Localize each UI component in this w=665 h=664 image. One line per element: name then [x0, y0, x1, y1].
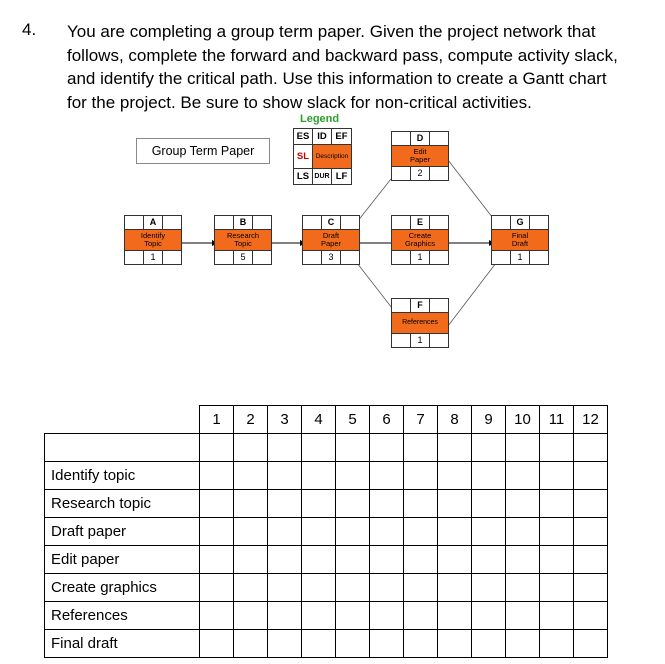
gantt-cell[interactable] — [370, 546, 404, 574]
legend-lf: LF — [332, 169, 352, 185]
gantt-cell[interactable] — [404, 602, 438, 630]
question-line: follows, complete the forward and backward pass, compute activity slack, — [67, 45, 618, 65]
legend-sl: SL — [294, 145, 313, 169]
gantt-cell[interactable] — [370, 462, 404, 490]
activity-duration: 1 — [144, 251, 163, 265]
gantt-cell[interactable] — [506, 602, 540, 630]
gantt-cell[interactable] — [574, 462, 608, 490]
gantt-cell[interactable] — [336, 630, 370, 658]
gantt-cell[interactable] — [302, 462, 336, 490]
activity-description: Research Topic — [215, 230, 272, 251]
gantt-cell[interactable] — [200, 518, 234, 546]
activity-id: B — [234, 216, 253, 230]
gantt-task-row — [45, 574, 608, 602]
activity-id: C — [322, 216, 341, 230]
gantt-cell[interactable] — [540, 462, 574, 490]
legend-id: ID — [313, 129, 332, 145]
gantt-header-row — [45, 406, 608, 434]
gantt-cell[interactable] — [404, 630, 438, 658]
gantt-spacer-row — [45, 434, 608, 462]
gantt-cell[interactable] — [404, 490, 438, 518]
task-name: Final draft — [45, 630, 200, 658]
task-name: Identify topic — [45, 462, 200, 490]
activity-node-e — [391, 215, 449, 265]
edge-f-g — [448, 263, 496, 326]
task-name: Draft paper — [45, 518, 200, 546]
legend-es: ES — [294, 129, 313, 145]
gantt-cell[interactable] — [506, 518, 540, 546]
day-header: 1 — [200, 406, 234, 434]
gantt-task-row — [45, 490, 608, 518]
gantt-cell[interactable] — [574, 574, 608, 602]
gantt-task-row — [45, 546, 608, 574]
activity-node-d — [391, 131, 449, 181]
gantt-cell[interactable] — [540, 630, 574, 658]
gantt-cell[interactable] — [200, 546, 234, 574]
gantt-cell[interactable] — [268, 602, 302, 630]
activity-node-c — [302, 215, 360, 265]
legend-description: Description — [313, 145, 352, 169]
gantt-cell[interactable] — [540, 602, 574, 630]
gantt-cell[interactable] — [268, 462, 302, 490]
gantt-cell[interactable] — [370, 574, 404, 602]
gantt-task-row — [45, 630, 608, 658]
day-header: 3 — [268, 406, 302, 434]
gantt-cell[interactable] — [302, 630, 336, 658]
activity-description: References — [392, 313, 449, 334]
gantt-cell[interactable] — [302, 546, 336, 574]
gantt-cell[interactable] — [438, 630, 472, 658]
gantt-cell[interactable] — [506, 546, 540, 574]
day-header: 10 — [506, 406, 540, 434]
gantt-cell[interactable] — [336, 462, 370, 490]
gantt-cell[interactable] — [472, 462, 506, 490]
gantt-cell[interactable] — [472, 574, 506, 602]
gantt-cell[interactable] — [234, 462, 268, 490]
gantt-cell[interactable] — [438, 490, 472, 518]
gantt-cell[interactable] — [234, 518, 268, 546]
gantt-cell[interactable] — [404, 462, 438, 490]
gantt-cell[interactable] — [574, 490, 608, 518]
gantt-cell[interactable] — [302, 490, 336, 518]
day-header: 5 — [336, 406, 370, 434]
gantt-cell[interactable] — [336, 546, 370, 574]
gantt-cell[interactable] — [370, 602, 404, 630]
gantt-cell[interactable] — [370, 490, 404, 518]
gantt-table — [44, 405, 608, 658]
gantt-cell[interactable] — [234, 630, 268, 658]
gantt-cell[interactable] — [404, 546, 438, 574]
day-header: 8 — [438, 406, 472, 434]
gantt-cell[interactable] — [336, 602, 370, 630]
question-number: 4. — [22, 20, 37, 39]
legend-ef: EF — [332, 129, 352, 145]
day-header: 4 — [302, 406, 336, 434]
gantt-cell[interactable] — [540, 518, 574, 546]
gantt-cell[interactable] — [234, 490, 268, 518]
day-header: 11 — [540, 406, 574, 434]
gantt-cell[interactable] — [472, 546, 506, 574]
gantt-cell[interactable] — [506, 574, 540, 602]
activity-id: A — [144, 216, 163, 230]
gantt-cell[interactable] — [234, 602, 268, 630]
gantt-cell[interactable] — [540, 490, 574, 518]
gantt-cell[interactable] — [438, 462, 472, 490]
legend-node — [293, 128, 352, 185]
gantt-cell[interactable] — [370, 630, 404, 658]
gantt-cell[interactable] — [200, 462, 234, 490]
gantt-cell[interactable] — [472, 518, 506, 546]
gantt-cell[interactable] — [574, 602, 608, 630]
activity-id: E — [411, 216, 430, 230]
gantt-cell[interactable] — [472, 602, 506, 630]
activity-duration: 1 — [411, 334, 430, 348]
gantt-cell[interactable] — [438, 546, 472, 574]
gantt-cell[interactable] — [268, 630, 302, 658]
day-header: 6 — [370, 406, 404, 434]
activity-description: Draft Paper — [303, 230, 360, 251]
gantt-cell[interactable] — [268, 518, 302, 546]
task-name: Edit paper — [45, 546, 200, 574]
diagram-title: Group Term Paper — [136, 138, 270, 164]
gantt-cell[interactable] — [438, 574, 472, 602]
legend-ls: LS — [294, 169, 313, 185]
gantt-cell[interactable] — [506, 490, 540, 518]
activity-id: G — [511, 216, 530, 230]
gantt-cell[interactable] — [200, 602, 234, 630]
gantt-cell[interactable] — [472, 630, 506, 658]
gantt-cell[interactable] — [404, 518, 438, 546]
activity-description: Final Draft — [492, 230, 549, 251]
gantt-cell[interactable] — [302, 602, 336, 630]
activity-duration: 2 — [411, 167, 430, 181]
gantt-cell[interactable] — [540, 574, 574, 602]
gantt-cell[interactable] — [540, 546, 574, 574]
gantt-cell[interactable] — [336, 518, 370, 546]
activity-node-a — [124, 215, 182, 265]
question-line: and identify the critical path. Use this information to create a Gantt chart — [67, 69, 607, 88]
gantt-task-row — [45, 602, 608, 630]
gantt-cell[interactable] — [438, 602, 472, 630]
gantt-cell[interactable] — [234, 574, 268, 602]
day-header: 9 — [472, 406, 506, 434]
gantt-cell[interactable] — [370, 518, 404, 546]
gantt-cell[interactable] — [574, 518, 608, 546]
day-header: 12 — [574, 406, 608, 434]
gantt-cell[interactable] — [574, 630, 608, 658]
legend-dur: DUR — [313, 169, 332, 185]
edge-d-g — [448, 160, 496, 222]
day-header: 2 — [234, 406, 268, 434]
activity-duration: 1 — [511, 251, 530, 265]
gantt-cell[interactable] — [404, 574, 438, 602]
gantt-cell[interactable] — [472, 490, 506, 518]
gantt-cell[interactable] — [302, 574, 336, 602]
task-name: Research topic — [45, 490, 200, 518]
gantt-cell[interactable] — [336, 490, 370, 518]
activity-description: Create Graphics — [392, 230, 449, 251]
activity-duration: 1 — [411, 251, 430, 265]
gantt-cell[interactable] — [506, 630, 540, 658]
gantt-cell[interactable] — [506, 462, 540, 490]
gantt-task-row — [45, 462, 608, 490]
day-header: 7 — [404, 406, 438, 434]
question-line: for the project. Be sure to show slack for non-critical activities. — [67, 92, 532, 112]
gantt-cell[interactable] — [268, 490, 302, 518]
activity-id: D — [411, 132, 430, 146]
activity-description: Edit Paper — [392, 146, 449, 167]
task-name: References — [45, 602, 200, 630]
gantt-cell[interactable] — [200, 574, 234, 602]
activity-node-f — [391, 298, 449, 348]
activity-duration: 5 — [234, 251, 253, 265]
question-line: You are completing a group term paper. Given the project network that — [67, 22, 596, 41]
activity-duration: 3 — [322, 251, 341, 265]
activity-id: F — [411, 299, 430, 313]
gantt-cell[interactable] — [234, 546, 268, 574]
gantt-cell[interactable] — [200, 490, 234, 518]
gantt-cell[interactable] — [574, 546, 608, 574]
gantt-task-row — [45, 518, 608, 546]
gantt-cell[interactable] — [268, 546, 302, 574]
gantt-cell[interactable] — [336, 574, 370, 602]
gantt-cell[interactable] — [438, 518, 472, 546]
gantt-cell[interactable] — [200, 630, 234, 658]
gantt-cell[interactable] — [268, 574, 302, 602]
legend-title: Legend — [300, 113, 340, 125]
activity-description: Identify Topic — [125, 230, 182, 251]
activity-node-b — [214, 215, 272, 265]
task-name: Create graphics — [45, 574, 200, 602]
activity-node-g — [491, 215, 549, 265]
gantt-cell[interactable] — [302, 518, 336, 546]
